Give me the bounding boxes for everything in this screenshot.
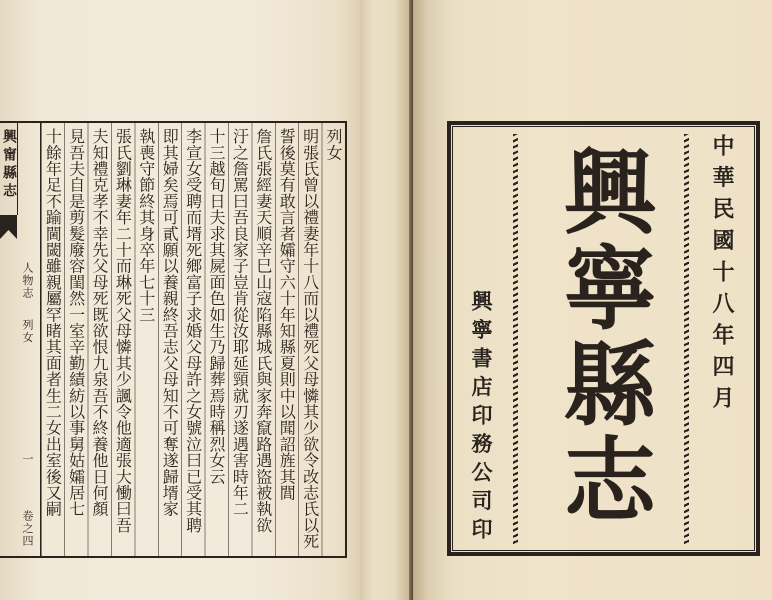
book-title: 興寧縣志 — [549, 144, 657, 528]
section-heading: 列女 — [323, 128, 343, 161]
text-column: 誓後莫有敢言者孀守六十年知縣夏則中以聞詔旌其閭 — [277, 128, 297, 501]
text-column: 李宣女受聘而壻死鄉富子求婚父母許之女號泣曰已受其聘 — [183, 128, 203, 533]
text-column: 夫知禮克孝不幸先父母死既欲恨九泉吾不終養他日何顏 — [89, 128, 109, 517]
text-column: 執喪守節終其身卒年七十三 — [136, 128, 156, 323]
margin-rule — [17, 123, 18, 215]
text-column: 詹氏張經妻天順辛巳山寇陷縣城氏與家奔竄路遇盜被執欲 — [253, 128, 273, 533]
text-column: 見吾夫自是剪髮廢容閨然一室辛勤績紡以事舅姑孀居七 — [66, 128, 86, 517]
text-column: 十餘年足不踰閫閾雖親屬罕睹其面者生二女出室後又嗣 — [43, 128, 63, 517]
margin-section-label: 人物志 — [21, 262, 34, 300]
rope-divider-left — [513, 134, 518, 546]
gutter-page-edges — [360, 0, 409, 600]
page-fold-margin — [0, 121, 40, 558]
publication-date: 中華民國十八年四月 — [709, 134, 735, 418]
rope-divider-right — [684, 134, 689, 546]
text-column: 即其婦矣焉可貳願以養親終吾志父母知不可奪遂歸壻家 — [160, 128, 180, 517]
margin-book-title: 興甯縣志 — [1, 129, 17, 201]
text-column: 張氏劉琳妻年二十而琳死父母憐其少諷令他適張大慟曰吾 — [113, 128, 133, 533]
text-column: 明張氏曾以禮妻年十八而以禮死父母憐其少欲令改志氏以死 — [300, 128, 320, 550]
text-column: 汙之詹罵曰吾良家子豈肯從汝耶延頸就刃遂遇害時年二 — [230, 128, 250, 517]
margin-volume-label: 卷之四 — [21, 510, 34, 548]
margin-subsection-label: 列女 — [21, 319, 34, 344]
publisher-imprint: 興寧書店印務公司印 — [469, 290, 494, 547]
margin-page-number: 一 — [21, 453, 34, 466]
text-block — [40, 121, 347, 558]
text-column: 十三越旬日夫求其屍面色如生乃歸葬焉時稱烈女云 — [206, 128, 226, 485]
fishtail-mark-icon — [0, 215, 17, 239]
